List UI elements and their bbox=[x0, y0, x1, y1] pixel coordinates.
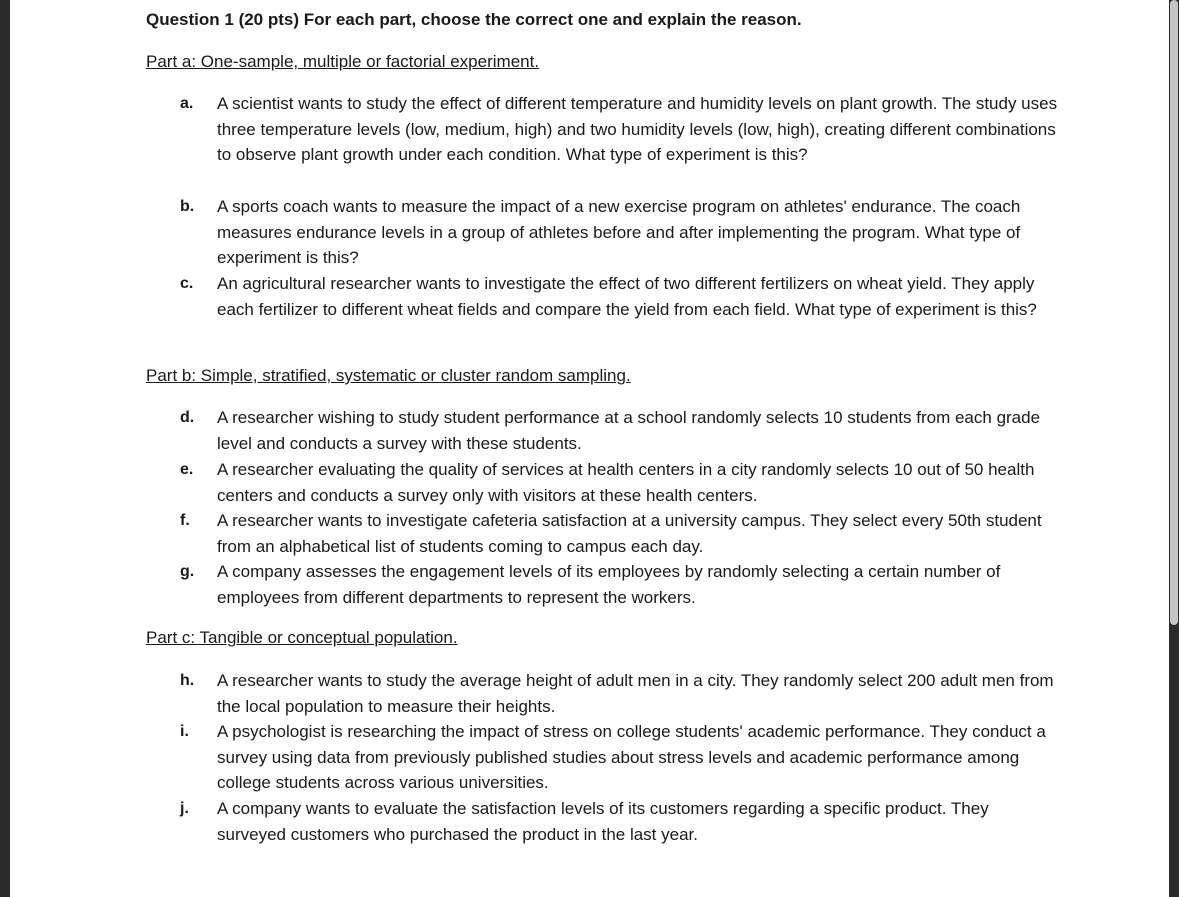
list-item-a bbox=[180, 91, 1060, 168]
item-text: A company wants to evaluate the satisfaction levels of its customers regarding a specific product. They surveyed customers who purchased the product in the last year. bbox=[217, 799, 989, 844]
item-letter: d. bbox=[180, 409, 195, 426]
item-text: A company assesses the engagement levels of its employees by randomly selecting a certain number of employees from different departments to represent the workers. bbox=[217, 562, 1001, 607]
item-text: A researcher wishing to study student performance at a school randomly selects 10 students from each grade level and conducts a survey with these students. bbox=[217, 408, 1041, 453]
item-letter: g. bbox=[180, 563, 195, 580]
question-title: Question 1 (20 pts) For each part, choose the correct one and explain the reason. bbox=[146, 10, 802, 29]
item-text: A sports coach wants to measure the impact of a new exercise program on athletes' endurance. The coach measures endurance levels in a group of athletes before and after implementing the program. What type of experiment is this? bbox=[217, 197, 1021, 268]
part-a-heading: Part a: One-sample, multiple or factorial experiment. bbox=[146, 52, 540, 71]
part-c-heading: Part c: Tangible or conceptual population. bbox=[146, 628, 458, 647]
item-letter: e. bbox=[180, 461, 194, 478]
scrollbar-thumb[interactable] bbox=[1170, 0, 1178, 625]
item-text: A researcher wants to study the average height of adult men in a city. They randomly select 200 adult men from the local population to measure their heights. bbox=[217, 671, 1054, 716]
list-item-f bbox=[180, 508, 1060, 559]
scrollbar-track[interactable] bbox=[1169, 0, 1179, 897]
item-letter: f. bbox=[180, 512, 190, 529]
item-text: A researcher wants to investigate cafeteria satisfaction at a university campus. They select every 50th student from an alphabetical list of students coming to campus each day. bbox=[217, 511, 1042, 556]
item-letter: c. bbox=[180, 275, 194, 292]
list-item-c bbox=[180, 271, 1060, 322]
list-item-j bbox=[180, 796, 1060, 847]
document-page bbox=[10, 0, 1169, 897]
list-item-d bbox=[180, 405, 1060, 456]
item-text: A researcher evaluating the quality of services at health centers in a city randomly selects 10 out of 50 health centers and conducts a survey only with visitors at these health centers. bbox=[217, 460, 1035, 505]
list-item-b bbox=[180, 194, 1060, 271]
part-b-heading: Part b: Simple, stratified, systematic or cluster random sampling. bbox=[146, 366, 631, 385]
window-left-edge bbox=[0, 0, 10, 897]
list-item-i bbox=[180, 719, 1060, 796]
item-letter: h. bbox=[180, 672, 195, 689]
list-item-g bbox=[180, 559, 1060, 610]
item-text: A psychologist is researching the impact of stress on college students' academic performance. They conduct a survey using data from previously published studies about stress levels and academic performance among college students across various universities. bbox=[217, 722, 1046, 793]
item-letter: i. bbox=[180, 723, 189, 740]
item-letter: b. bbox=[180, 198, 195, 215]
item-text: A scientist wants to study the effect of different temperature and humidity levels on plant growth. The study uses three temperature levels (low, medium, high) and two humidity levels (low, high), creating different combinations to observe plant growth under each condition. What type of experiment is this? bbox=[217, 94, 1058, 165]
item-letter: j. bbox=[180, 800, 189, 817]
item-letter: a. bbox=[180, 95, 194, 112]
list-item-h bbox=[180, 668, 1060, 719]
list-item-e bbox=[180, 457, 1060, 508]
item-text: An agricultural researcher wants to investigate the effect of two different fertilizers on wheat yield. They apply each fertilizer to different wheat fields and compare the yield from each field. What type of experiment is this? bbox=[217, 274, 1037, 319]
